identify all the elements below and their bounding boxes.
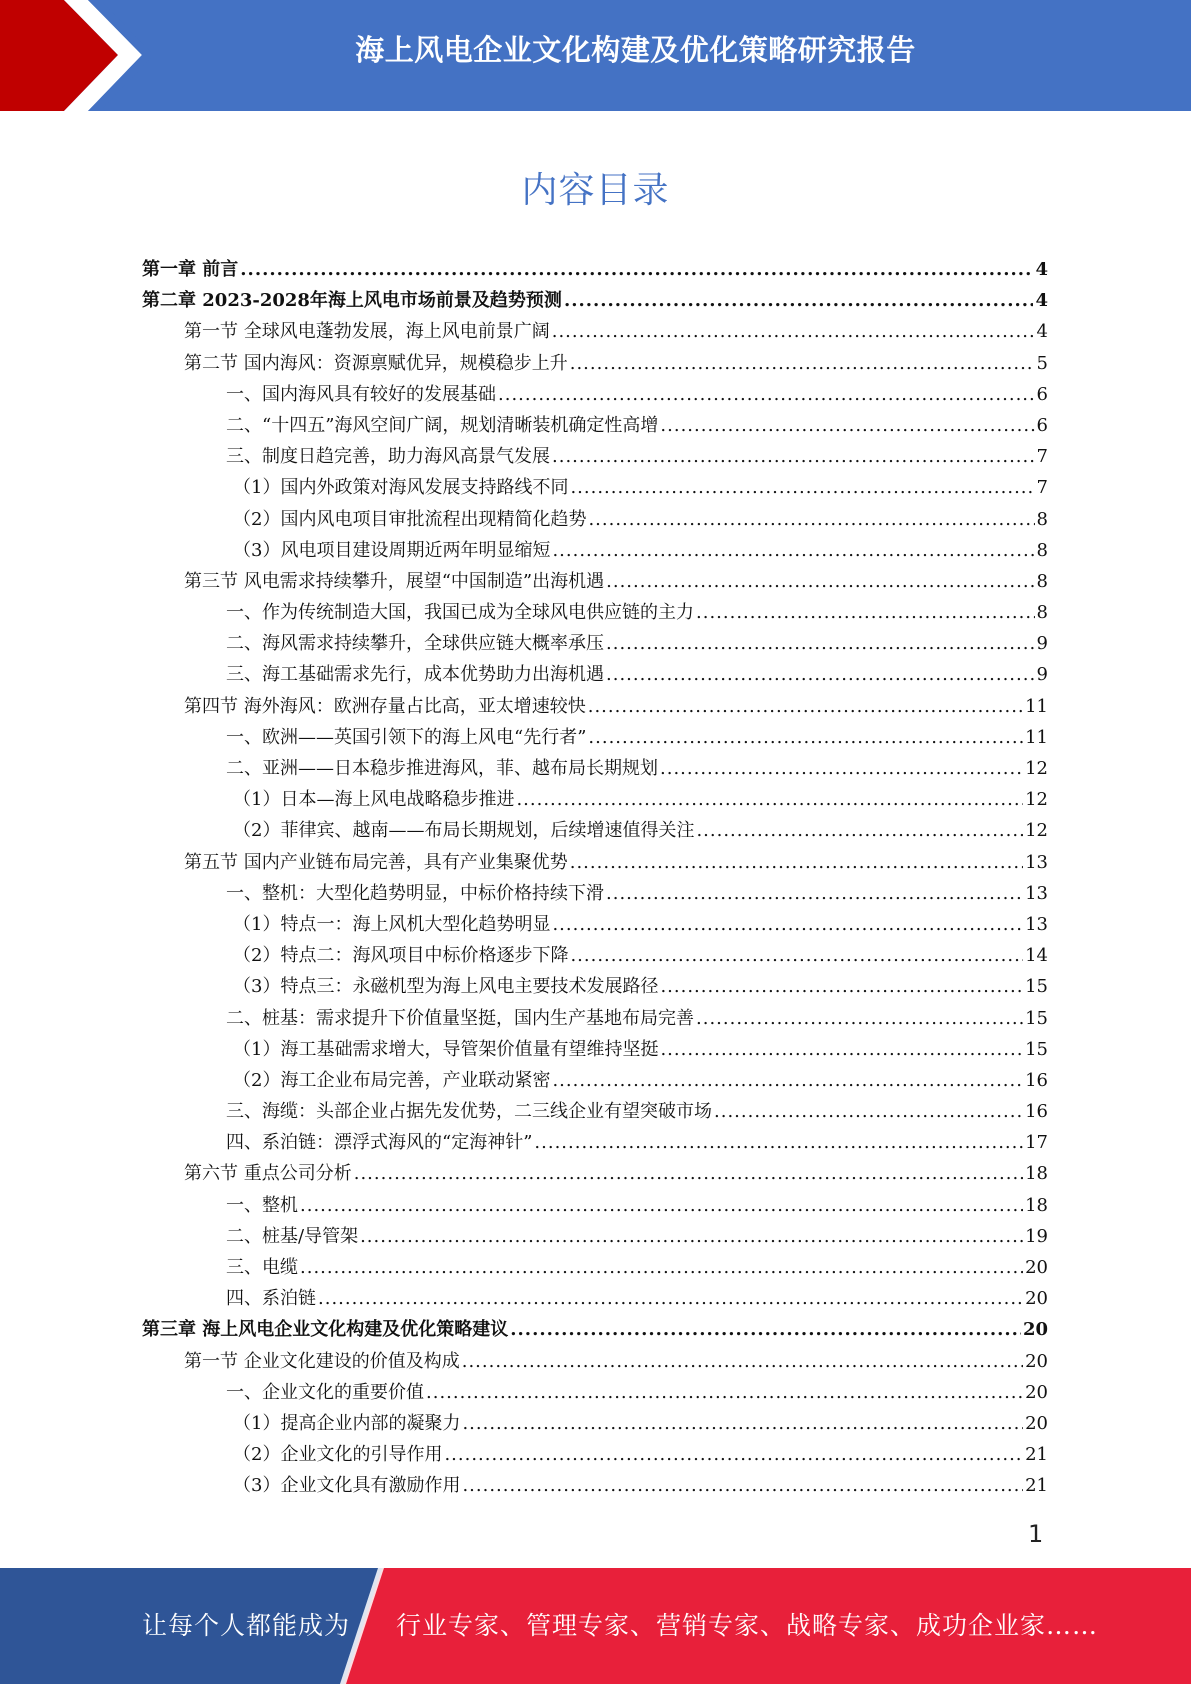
toc-heading: 内容目录 [521, 170, 670, 211]
toc-leader-dots [570, 852, 1023, 873]
toc-entry[interactable] [142, 1159, 1048, 1190]
toc-entry-label: （1）海工基础需求增大，导管架价值量有望维持坚挺 [233, 1038, 659, 1060]
toc-entry-page: 21 [1025, 1444, 1048, 1466]
toc-entry[interactable] [142, 1315, 1048, 1346]
toc-leader-dots [588, 509, 1034, 530]
toc-entry-label: 二、亚洲——日本稳步推进海风，菲、越布局长期规划 [226, 758, 658, 779]
toc-entry-label: 三、海工基础需求先行，成本优势助力出海机遇 [226, 664, 604, 686]
toc-entry-label: （1）提高企业内部的凝聚力 [233, 1412, 461, 1434]
toc-entry-page: 20 [1025, 1257, 1048, 1278]
toc-entry-label: （1）日本—海上风电战略稳步推进 [233, 789, 515, 811]
toc-entry[interactable] [142, 692, 1048, 723]
toc-entry-page: 5 [1036, 352, 1048, 374]
toc-entry-label: 三、海缆：头部企业占据先发优势，二三线企业有望突破市场 [226, 1101, 712, 1123]
toc-leader-dots [606, 664, 1035, 685]
toc-entry-page: 18 [1025, 1163, 1048, 1185]
report-header [0, 0, 1191, 111]
toc-entry-label: 第五节 国内产业链布局完善，具有产业集聚优势 [184, 851, 568, 873]
toc-entry-label: 一、整机：大型化趋势明显，中标价格持续下滑 [226, 882, 604, 904]
toc-leader-dots [354, 1163, 1023, 1184]
toc-entry-label: 第二节 国内海风：资源禀赋优异，规模稳步上升 [184, 352, 568, 374]
toc-entry[interactable] [142, 879, 1048, 910]
toc-entry-label: 二、桩基/导管架 [226, 1225, 359, 1247]
toc-entry[interactable] [142, 816, 1048, 847]
toc-entry[interactable] [142, 442, 1048, 473]
toc-leader-dots [462, 1351, 1023, 1372]
toc-leader-dots [696, 602, 1035, 623]
toc-entry-label: （2）国内风电项目审批流程出现精简化趋势 [233, 508, 587, 530]
toc-entry-label: （1）国内外政策对海风发展支持路线不同 [233, 477, 569, 499]
toc-entry-page: 13 [1025, 913, 1048, 935]
toc-entry[interactable] [142, 723, 1048, 754]
toc-leader-dots [588, 727, 1023, 748]
toc-entry-page: 8 [1036, 539, 1048, 561]
toc-entry[interactable] [142, 1253, 1048, 1284]
toc-entry[interactable] [142, 941, 1048, 972]
toc-entry-page: 8 [1036, 602, 1048, 624]
toc-entry-page: 8 [1036, 570, 1048, 592]
footer-slogan-left: 让每个人都能成为 [142, 1611, 351, 1640]
toc-entry-page: 15 [1025, 1007, 1048, 1029]
toc-leader-dots [318, 1288, 1023, 1309]
toc-entry-label: 一、企业文化的重要价值 [226, 1381, 424, 1403]
toc-entry-label: 一、欧洲——英国引领下的海上风电“先行者” [226, 726, 587, 748]
toc-entry[interactable] [142, 567, 1048, 598]
toc-entry-label: 四、系泊链：漂浮式海风的“定海神针” [226, 1132, 533, 1154]
toc-leader-dots [240, 259, 1033, 280]
page-number: 1 [1028, 1520, 1044, 1548]
toc-leader-dots [552, 446, 1035, 467]
table-of-contents [142, 255, 1048, 1503]
toc-leader-dots [714, 1101, 1023, 1122]
toc-entry[interactable] [142, 1347, 1048, 1378]
toc-entry-page: 9 [1036, 633, 1048, 655]
toc-entry-page: 12 [1025, 820, 1048, 842]
toc-entry[interactable] [142, 1128, 1048, 1159]
toc-leader-dots [696, 820, 1023, 841]
toc-leader-dots [588, 696, 1023, 717]
toc-entry-page: 20 [1025, 1288, 1048, 1310]
toc-entry[interactable] [142, 411, 1048, 442]
toc-entry-page: 15 [1025, 1038, 1048, 1060]
toc-entry-page: 16 [1025, 1069, 1048, 1091]
toc-entry[interactable] [142, 505, 1048, 536]
toc-entry-page: 4 [1036, 321, 1048, 343]
toc-entry-label: 一、作为传统制造大国，我国已成为全球风电供应链的主力 [226, 602, 694, 624]
toc-entry-label: （2）企业文化的引导作用 [233, 1444, 443, 1466]
toc-leader-dots [462, 1413, 1023, 1434]
toc-entry[interactable] [142, 1097, 1048, 1128]
toc-entry[interactable] [142, 598, 1048, 629]
toc-entry[interactable] [142, 785, 1048, 816]
toc-leader-dots [696, 1008, 1023, 1029]
toc-entry-page: 7 [1036, 477, 1048, 499]
toc-leader-dots [570, 477, 1034, 498]
footer-slogan-right: 行业专家、管理专家、营销专家、战略专家、成功企业家…… [396, 1611, 1099, 1640]
toc-entry-label: 第一章 前言 [142, 259, 239, 280]
toc-entry[interactable] [142, 848, 1048, 879]
toc-entry-label: （2）海工企业布局完善，产业联动紧密 [233, 1069, 551, 1091]
toc-entry-page: 18 [1025, 1194, 1048, 1216]
toc-entry-label: 三、电缆 [226, 1257, 298, 1278]
toc-entry-label: （3）企业文化具有激励作用 [233, 1475, 461, 1497]
toc-entry-label: 一、整机 [226, 1194, 298, 1216]
toc-entry[interactable] [142, 317, 1048, 348]
header-chevron-logo [0, 0, 160, 111]
toc-leader-dots [564, 290, 1034, 311]
toc-entry[interactable] [142, 380, 1048, 411]
toc-entry-label: 第三节 风电需求持续攀升，展望“中国制造”出海机遇 [184, 570, 605, 592]
toc-entry-page: 20 [1025, 1350, 1048, 1372]
toc-entry[interactable] [142, 1191, 1048, 1222]
toc-leader-dots [300, 1195, 1023, 1216]
toc-entry-page: 11 [1025, 695, 1048, 717]
toc-leader-dots [570, 353, 1035, 374]
toc-entry-label: （2）特点二：海风项目中标价格逐步下降 [233, 945, 569, 967]
toc-entry[interactable] [142, 1284, 1048, 1315]
toc-leader-dots [552, 914, 1023, 935]
toc-entry-label: 四、系泊链 [226, 1288, 316, 1310]
toc-leader-dots [660, 976, 1023, 997]
toc-entry-page: 19 [1025, 1225, 1048, 1247]
toc-entry-page: 20 [1025, 1412, 1048, 1434]
toc-entry-label: 第二章 2023-2028年海上风电市场前景及趋势预测 [142, 290, 562, 312]
toc-entry-page: 21 [1025, 1475, 1048, 1497]
toc-entry-label: 二、桩基：需求提升下价值量坚挺，国内生产基地布局完善 [226, 1007, 694, 1029]
toc-entry-label: （1）特点一：海上风机大型化趋势明显 [233, 913, 551, 935]
toc-entry[interactable] [142, 660, 1048, 691]
toc-leader-dots [660, 415, 1034, 436]
toc-entry-label: 第四节 海外海风：欧洲存量占比高，亚太增速较快 [184, 695, 586, 717]
toc-leader-dots [462, 1475, 1023, 1496]
toc-leader-dots [300, 1257, 1023, 1278]
toc-entry[interactable] [142, 629, 1048, 660]
toc-entry-label: 二、海风需求持续攀升，全球供应链大概率承压 [226, 633, 604, 655]
toc-entry-page: 20 [1025, 1381, 1048, 1403]
toc-entry-page: 9 [1036, 664, 1048, 686]
toc-entry[interactable] [142, 1222, 1048, 1253]
toc-leader-dots [660, 758, 1023, 779]
toc-leader-dots [570, 945, 1023, 966]
toc-entry-page: 4 [1035, 259, 1048, 280]
footer-banner [0, 1568, 1191, 1684]
toc-leader-dots [606, 633, 1035, 654]
toc-entry-page: 12 [1025, 789, 1048, 811]
toc-entry-label: 二、“十四五”海风空间广阔，规划清晰装机确定性高增 [226, 414, 659, 436]
toc-entry[interactable] [142, 1378, 1048, 1409]
toc-entry-label: （3）风电项目建设周期近两年明显缩短 [233, 539, 551, 561]
toc-entry-label: 三、制度日趋完善，助力海风高景气发展 [226, 446, 550, 468]
toc-leader-dots [444, 1444, 1023, 1465]
toc-leader-dots [534, 1132, 1023, 1153]
toc-entry-label: 第三章 海上风电企业文化构建及优化策略建议 [142, 1319, 509, 1341]
toc-leader-dots [498, 384, 1035, 405]
toc-leader-dots [552, 1070, 1023, 1091]
toc-entry-label: 第一节 企业文化建设的价值及构成 [184, 1350, 460, 1372]
toc-entry-page: 6 [1036, 383, 1048, 405]
toc-entry[interactable] [142, 255, 1048, 286]
toc-entry-label: 一、国内海风具有较好的发展基础 [226, 383, 496, 405]
toc-leader-dots [510, 1319, 1021, 1340]
toc-leader-dots [426, 1382, 1023, 1403]
toc-entry[interactable] [142, 286, 1048, 317]
toc-entry[interactable] [142, 1471, 1048, 1502]
toc-entry[interactable] [142, 1035, 1048, 1066]
toc-entry[interactable] [142, 349, 1048, 380]
toc-leader-dots [606, 571, 1034, 592]
toc-entry[interactable] [142, 1440, 1048, 1471]
toc-leader-dots [516, 789, 1023, 810]
toc-entry-page: 13 [1025, 882, 1048, 904]
report-title: 海上风电企业文化构建及优化策略研究报告 [355, 33, 916, 67]
toc-leader-dots [552, 540, 1034, 561]
toc-entry-page: 11 [1025, 726, 1048, 748]
toc-entry[interactable] [142, 910, 1048, 941]
toc-entry-label: 第一节 全球风电蓬勃发展，海上风电前景广阔 [184, 321, 550, 343]
toc-entry-page: 6 [1036, 414, 1048, 436]
toc-entry-page: 7 [1036, 446, 1048, 468]
toc-entry[interactable] [142, 1409, 1048, 1440]
toc-entry-label: （2）菲律宾、越南——布局长期规划，后续增速值得关注 [233, 820, 695, 842]
toc-entry[interactable] [142, 972, 1048, 1003]
toc-leader-dots [360, 1226, 1023, 1247]
toc-entry-label: （3）特点三：永磁机型为海上风电主要技术发展路径 [233, 976, 659, 998]
toc-entry[interactable] [142, 1066, 1048, 1097]
toc-entry-page: 17 [1025, 1132, 1048, 1154]
toc-entry-label: 第六节 重点公司分析 [184, 1163, 352, 1185]
toc-entry-page: 16 [1025, 1101, 1048, 1123]
toc-leader-dots [606, 883, 1023, 904]
toc-entry[interactable] [142, 1004, 1048, 1035]
toc-leader-dots [660, 1039, 1023, 1060]
toc-leader-dots [552, 321, 1035, 342]
toc-entry[interactable] [142, 473, 1048, 504]
toc-entry-page: 12 [1025, 758, 1048, 779]
toc-entry-page: 15 [1025, 976, 1048, 998]
toc-entry[interactable] [142, 536, 1048, 567]
toc-entry-page: 14 [1025, 945, 1048, 967]
toc-entry-page: 4 [1035, 290, 1048, 312]
toc-entry[interactable] [142, 754, 1048, 785]
toc-entry-page: 8 [1036, 508, 1048, 530]
toc-entry-page: 13 [1025, 851, 1048, 873]
toc-entry-page: 20 [1022, 1319, 1048, 1341]
